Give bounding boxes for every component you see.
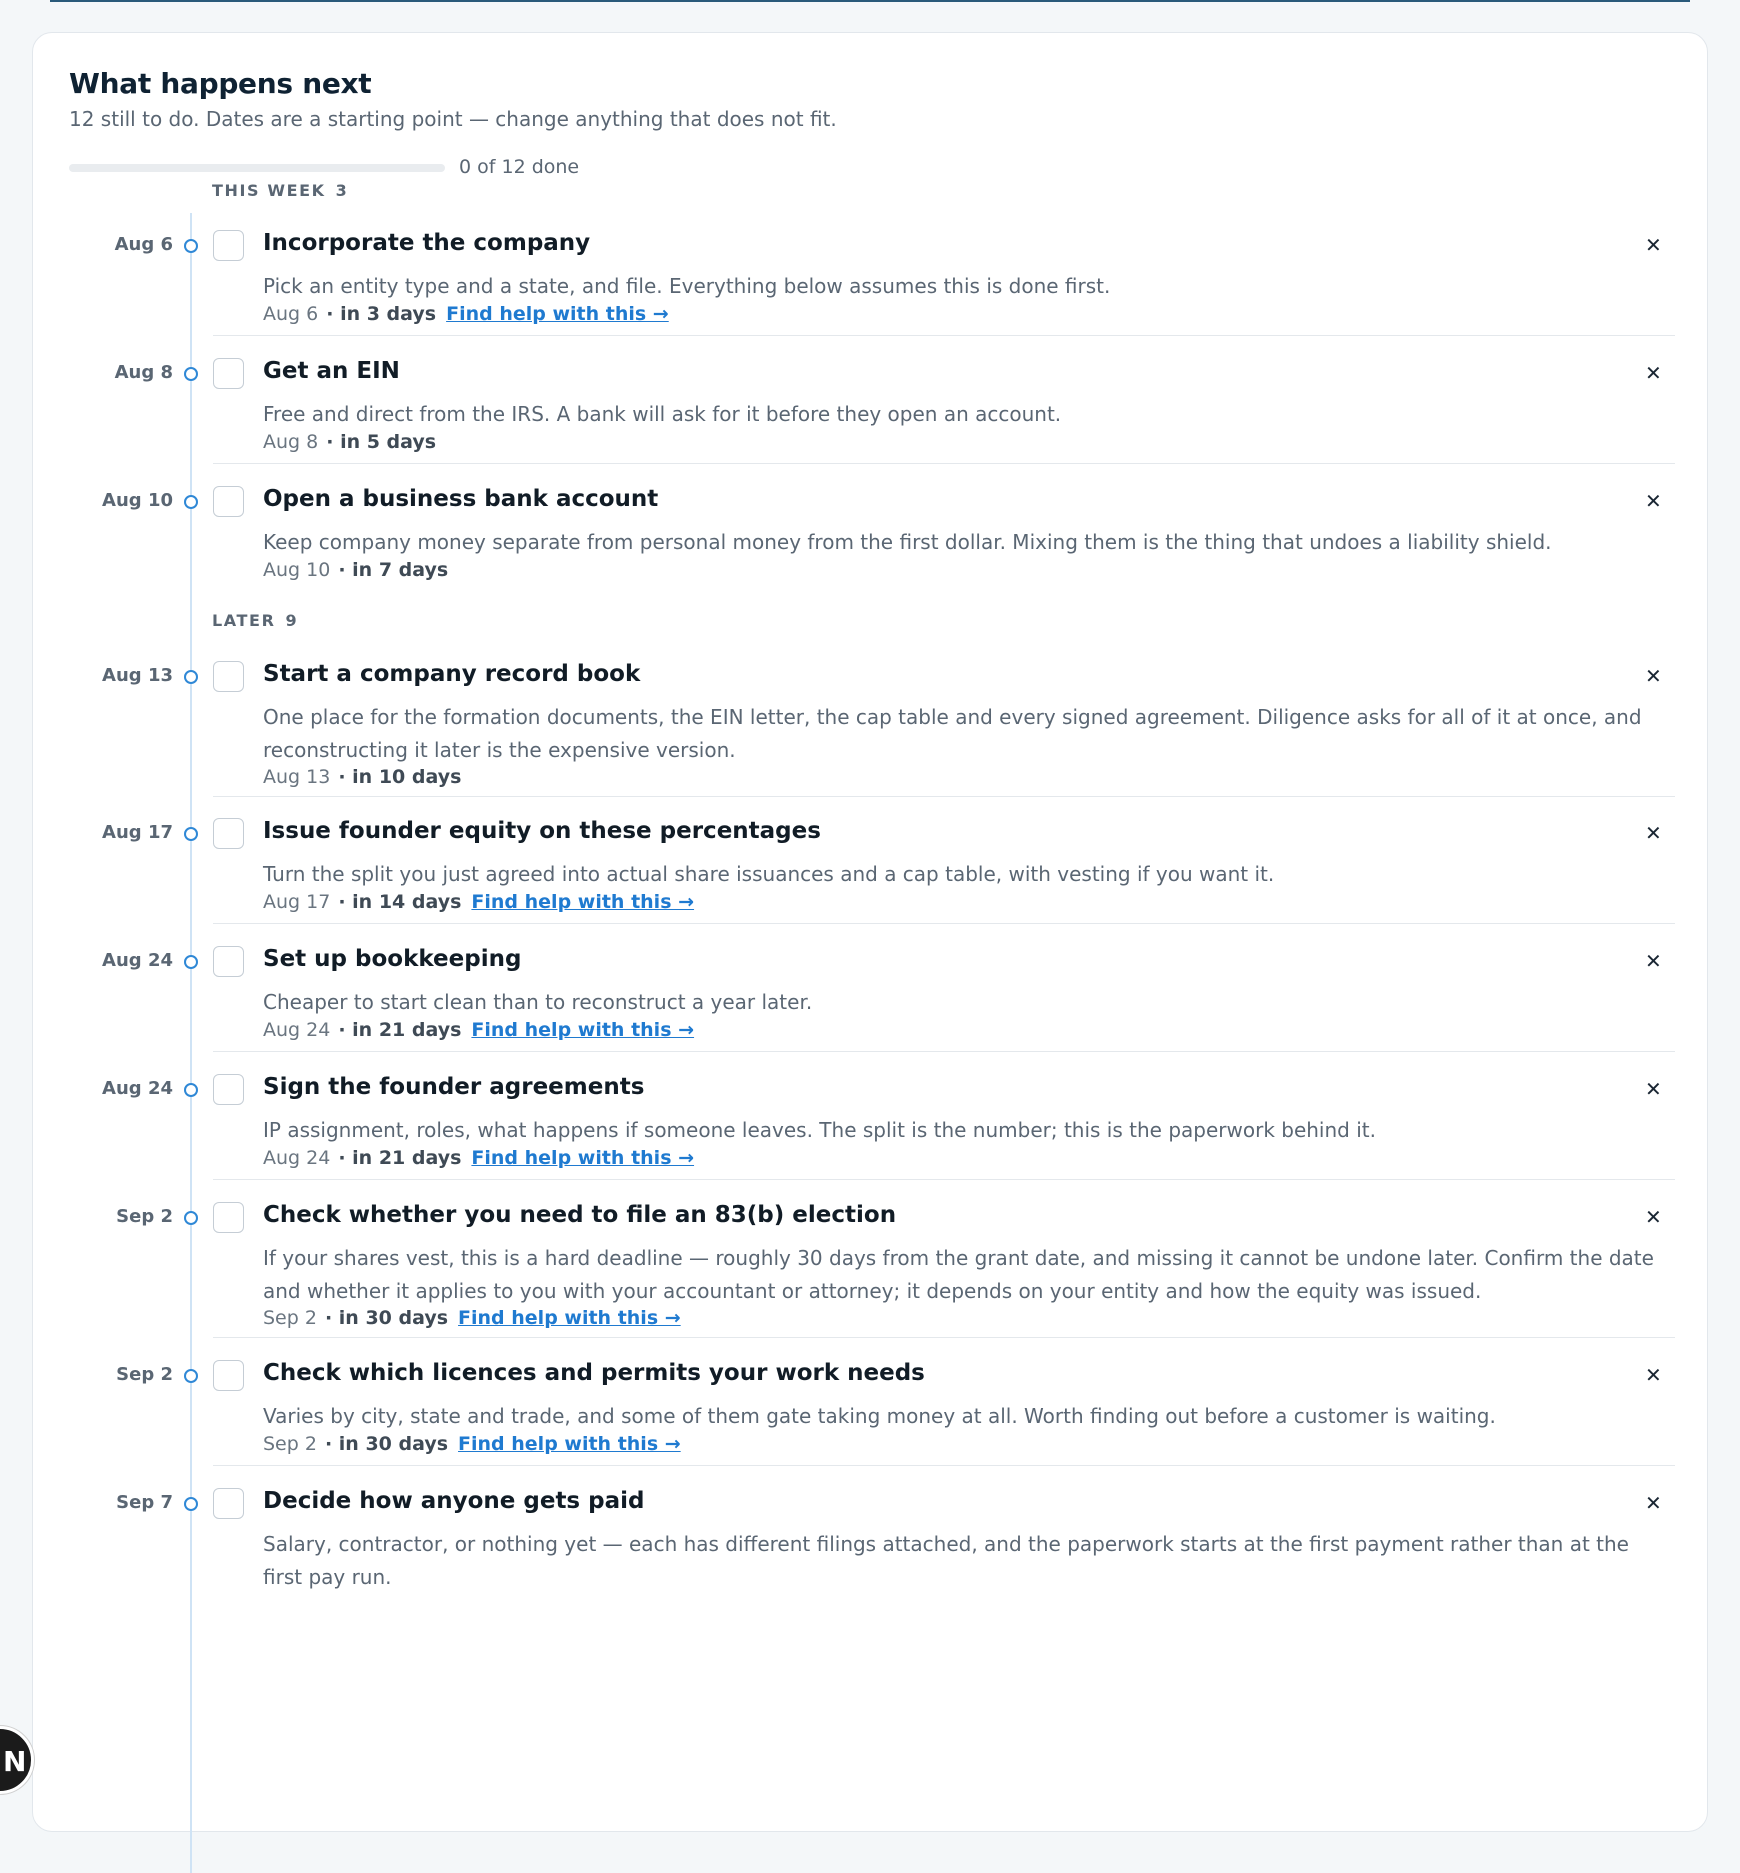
task-checkbox[interactable] <box>213 1074 244 1105</box>
task-date: Aug 24 <box>102 1078 173 1099</box>
group-count: 9 <box>285 611 297 630</box>
task-relative-time: · in 3 days <box>326 303 437 325</box>
find-help-link[interactable]: Find help with this → <box>471 891 695 913</box>
task-meta <box>263 1433 681 1455</box>
task-due-date: Aug 24 <box>263 1019 331 1041</box>
timeline-line <box>190 213 192 1873</box>
task-date: Aug 6 <box>114 234 173 255</box>
task-description: Salary, contractor, or nothing yet — each has different filings attached, and the paperwork starts at the first payment rather than at the first pay run. <box>263 1532 1629 1589</box>
task-meta <box>263 1019 694 1041</box>
progress-bar <box>69 164 445 172</box>
find-help-link[interactable]: Find help with this → <box>458 1307 681 1329</box>
task-relative-time: · in 10 days <box>338 766 462 788</box>
task-title: Check whether you need to file an 83(b) election <box>263 1202 897 1228</box>
task-checkbox[interactable] <box>213 230 244 261</box>
close-icon[interactable]: ✕ <box>1645 1205 1662 1229</box>
task-meta <box>263 303 669 325</box>
task-checkbox[interactable] <box>213 1202 244 1233</box>
task-title: Set up bookkeeping <box>263 946 522 972</box>
task-checkbox[interactable] <box>213 1360 244 1391</box>
find-help-link[interactable]: Find help with this → <box>471 1147 695 1169</box>
timeline-dot <box>184 1083 198 1097</box>
task-divider <box>213 796 1675 797</box>
task-description: Turn the split you just agreed into actual share issuances and a cap table, with vesting if you want it. <box>263 862 1275 886</box>
task-divider <box>213 923 1675 924</box>
timeline-dot <box>184 239 198 253</box>
close-icon[interactable]: ✕ <box>1645 1363 1662 1387</box>
task-divider <box>213 335 1675 336</box>
progress-label: 0 of 12 done <box>459 156 580 178</box>
find-help-link[interactable]: Find help with this → <box>446 303 669 325</box>
close-icon[interactable]: ✕ <box>1645 233 1662 257</box>
task-relative-time: · in 14 days <box>338 891 462 913</box>
task-description: Keep company money separate from personal money from the first dollar. Mixing them is the thing that undoes a liability shield. <box>263 530 1552 554</box>
task-relative-time: · in 30 days <box>324 1307 449 1329</box>
task-checkbox[interactable] <box>213 661 244 692</box>
group-label-later <box>212 611 297 630</box>
task-description: If your shares vest, this is a hard deadline — roughly 30 days from the grant date, and missing it cannot be undone later. Confirm the date and whether it applies to you with your accountant or attorney; it depends on your entity and how the equity was issued. <box>263 1246 1654 1303</box>
task-due-date: Aug 8 <box>263 431 319 453</box>
task-meta <box>263 766 461 788</box>
close-icon[interactable]: ✕ <box>1645 664 1662 688</box>
close-icon[interactable]: ✕ <box>1645 489 1662 513</box>
task-due-date: Sep 2 <box>263 1433 317 1455</box>
task-title: Issue founder equity on these percentages <box>263 818 821 844</box>
task-checkbox[interactable] <box>213 1488 244 1519</box>
group-label-this-week <box>212 181 347 200</box>
task-checkbox[interactable] <box>213 946 244 977</box>
task-meta <box>263 431 436 453</box>
task-divider <box>213 1465 1675 1466</box>
task-title: Get an EIN <box>263 358 400 384</box>
task-date: Aug 13 <box>102 665 173 686</box>
task-due-date: Aug 17 <box>263 891 331 913</box>
close-icon[interactable]: ✕ <box>1645 949 1662 973</box>
task-checkbox[interactable] <box>213 486 244 517</box>
task-date: Sep 7 <box>116 1492 173 1513</box>
close-icon[interactable]: ✕ <box>1645 821 1662 845</box>
app-badge-icon[interactable]: N <box>0 1726 34 1794</box>
task-title: Open a business bank account <box>263 486 659 512</box>
close-icon[interactable]: ✕ <box>1645 1491 1662 1515</box>
timeline-dot <box>184 827 198 841</box>
task-title: Decide how anyone gets paid <box>263 1488 645 1514</box>
task-due-date: Aug 13 <box>263 766 331 788</box>
task-due-date: Aug 10 <box>263 559 331 581</box>
timeline-dot <box>184 1369 198 1383</box>
task-title: Sign the founder agreements <box>263 1074 645 1100</box>
task-title: Check which licences and permits your work needs <box>263 1360 925 1386</box>
task-title: Start a company record book <box>263 661 641 687</box>
find-help-link[interactable]: Find help with this → <box>458 1433 681 1455</box>
close-icon[interactable]: ✕ <box>1645 1077 1662 1101</box>
task-description: Free and direct from the IRS. A bank will ask for it before they open an account. <box>263 402 1062 426</box>
task-due-date: Aug 6 <box>263 303 319 325</box>
page-title: What happens next <box>69 67 372 100</box>
next-steps-card <box>32 32 1708 1832</box>
group-count: 3 <box>335 181 347 200</box>
find-help-link[interactable]: Find help with this → <box>471 1019 695 1041</box>
task-description: Varies by city, state and trade, and some of them gate taking money at all. Worth finding out before a customer is waiting. <box>263 1404 1496 1428</box>
task-due-date: Sep 2 <box>263 1307 317 1329</box>
task-description: One place for the formation documents, the EIN letter, the cap table and every signed agreement. Diligence asks for all of it at once, and reconstructing it later is the expensive version. <box>263 705 1642 762</box>
task-meta <box>263 891 694 913</box>
task-due-date: Aug 24 <box>263 1147 331 1169</box>
task-relative-time: · in 30 days <box>324 1433 449 1455</box>
timeline-dot <box>184 670 198 684</box>
task-relative-time: · in 5 days <box>326 431 437 453</box>
task-divider <box>213 1179 1675 1180</box>
task-date: Aug 8 <box>114 362 173 383</box>
task-relative-time: · in 21 days <box>338 1019 462 1041</box>
task-date: Aug 24 <box>102 950 173 971</box>
task-date: Sep 2 <box>116 1206 173 1227</box>
timeline-dot <box>184 1211 198 1225</box>
task-meta <box>263 1307 681 1329</box>
task-date: Aug 17 <box>102 822 173 843</box>
timeline-dot <box>184 495 198 509</box>
close-icon[interactable]: ✕ <box>1645 361 1662 385</box>
task-description: IP assignment, roles, what happens if someone leaves. The split is the number; this is the paperwork behind it. <box>263 1118 1376 1142</box>
task-description: Cheaper to start clean than to reconstruct a year later. <box>263 990 813 1014</box>
task-date: Aug 10 <box>102 490 173 511</box>
task-divider <box>213 1337 1675 1338</box>
task-meta <box>263 559 448 581</box>
task-meta <box>263 1147 694 1169</box>
timeline-dot <box>184 955 198 969</box>
task-divider <box>213 463 1675 464</box>
task-description: Pick an entity type and a state, and file. Everything below assumes this is done first. <box>263 274 1111 298</box>
task-date: Sep 2 <box>116 1364 173 1385</box>
group-title: THIS WEEK <box>212 181 326 200</box>
page-subtitle: 12 still to do. Dates are a starting point — change anything that does not fit. <box>69 107 837 131</box>
task-divider <box>213 1051 1675 1052</box>
task-relative-time: · in 7 days <box>338 559 449 581</box>
group-title: LATER <box>212 611 276 630</box>
task-checkbox[interactable] <box>213 358 244 389</box>
task-relative-time: · in 21 days <box>338 1147 462 1169</box>
top-divider <box>50 0 1690 2</box>
task-title: Incorporate the company <box>263 230 591 256</box>
timeline-dot <box>184 1497 198 1511</box>
timeline-dot <box>184 367 198 381</box>
task-checkbox[interactable] <box>213 818 244 849</box>
